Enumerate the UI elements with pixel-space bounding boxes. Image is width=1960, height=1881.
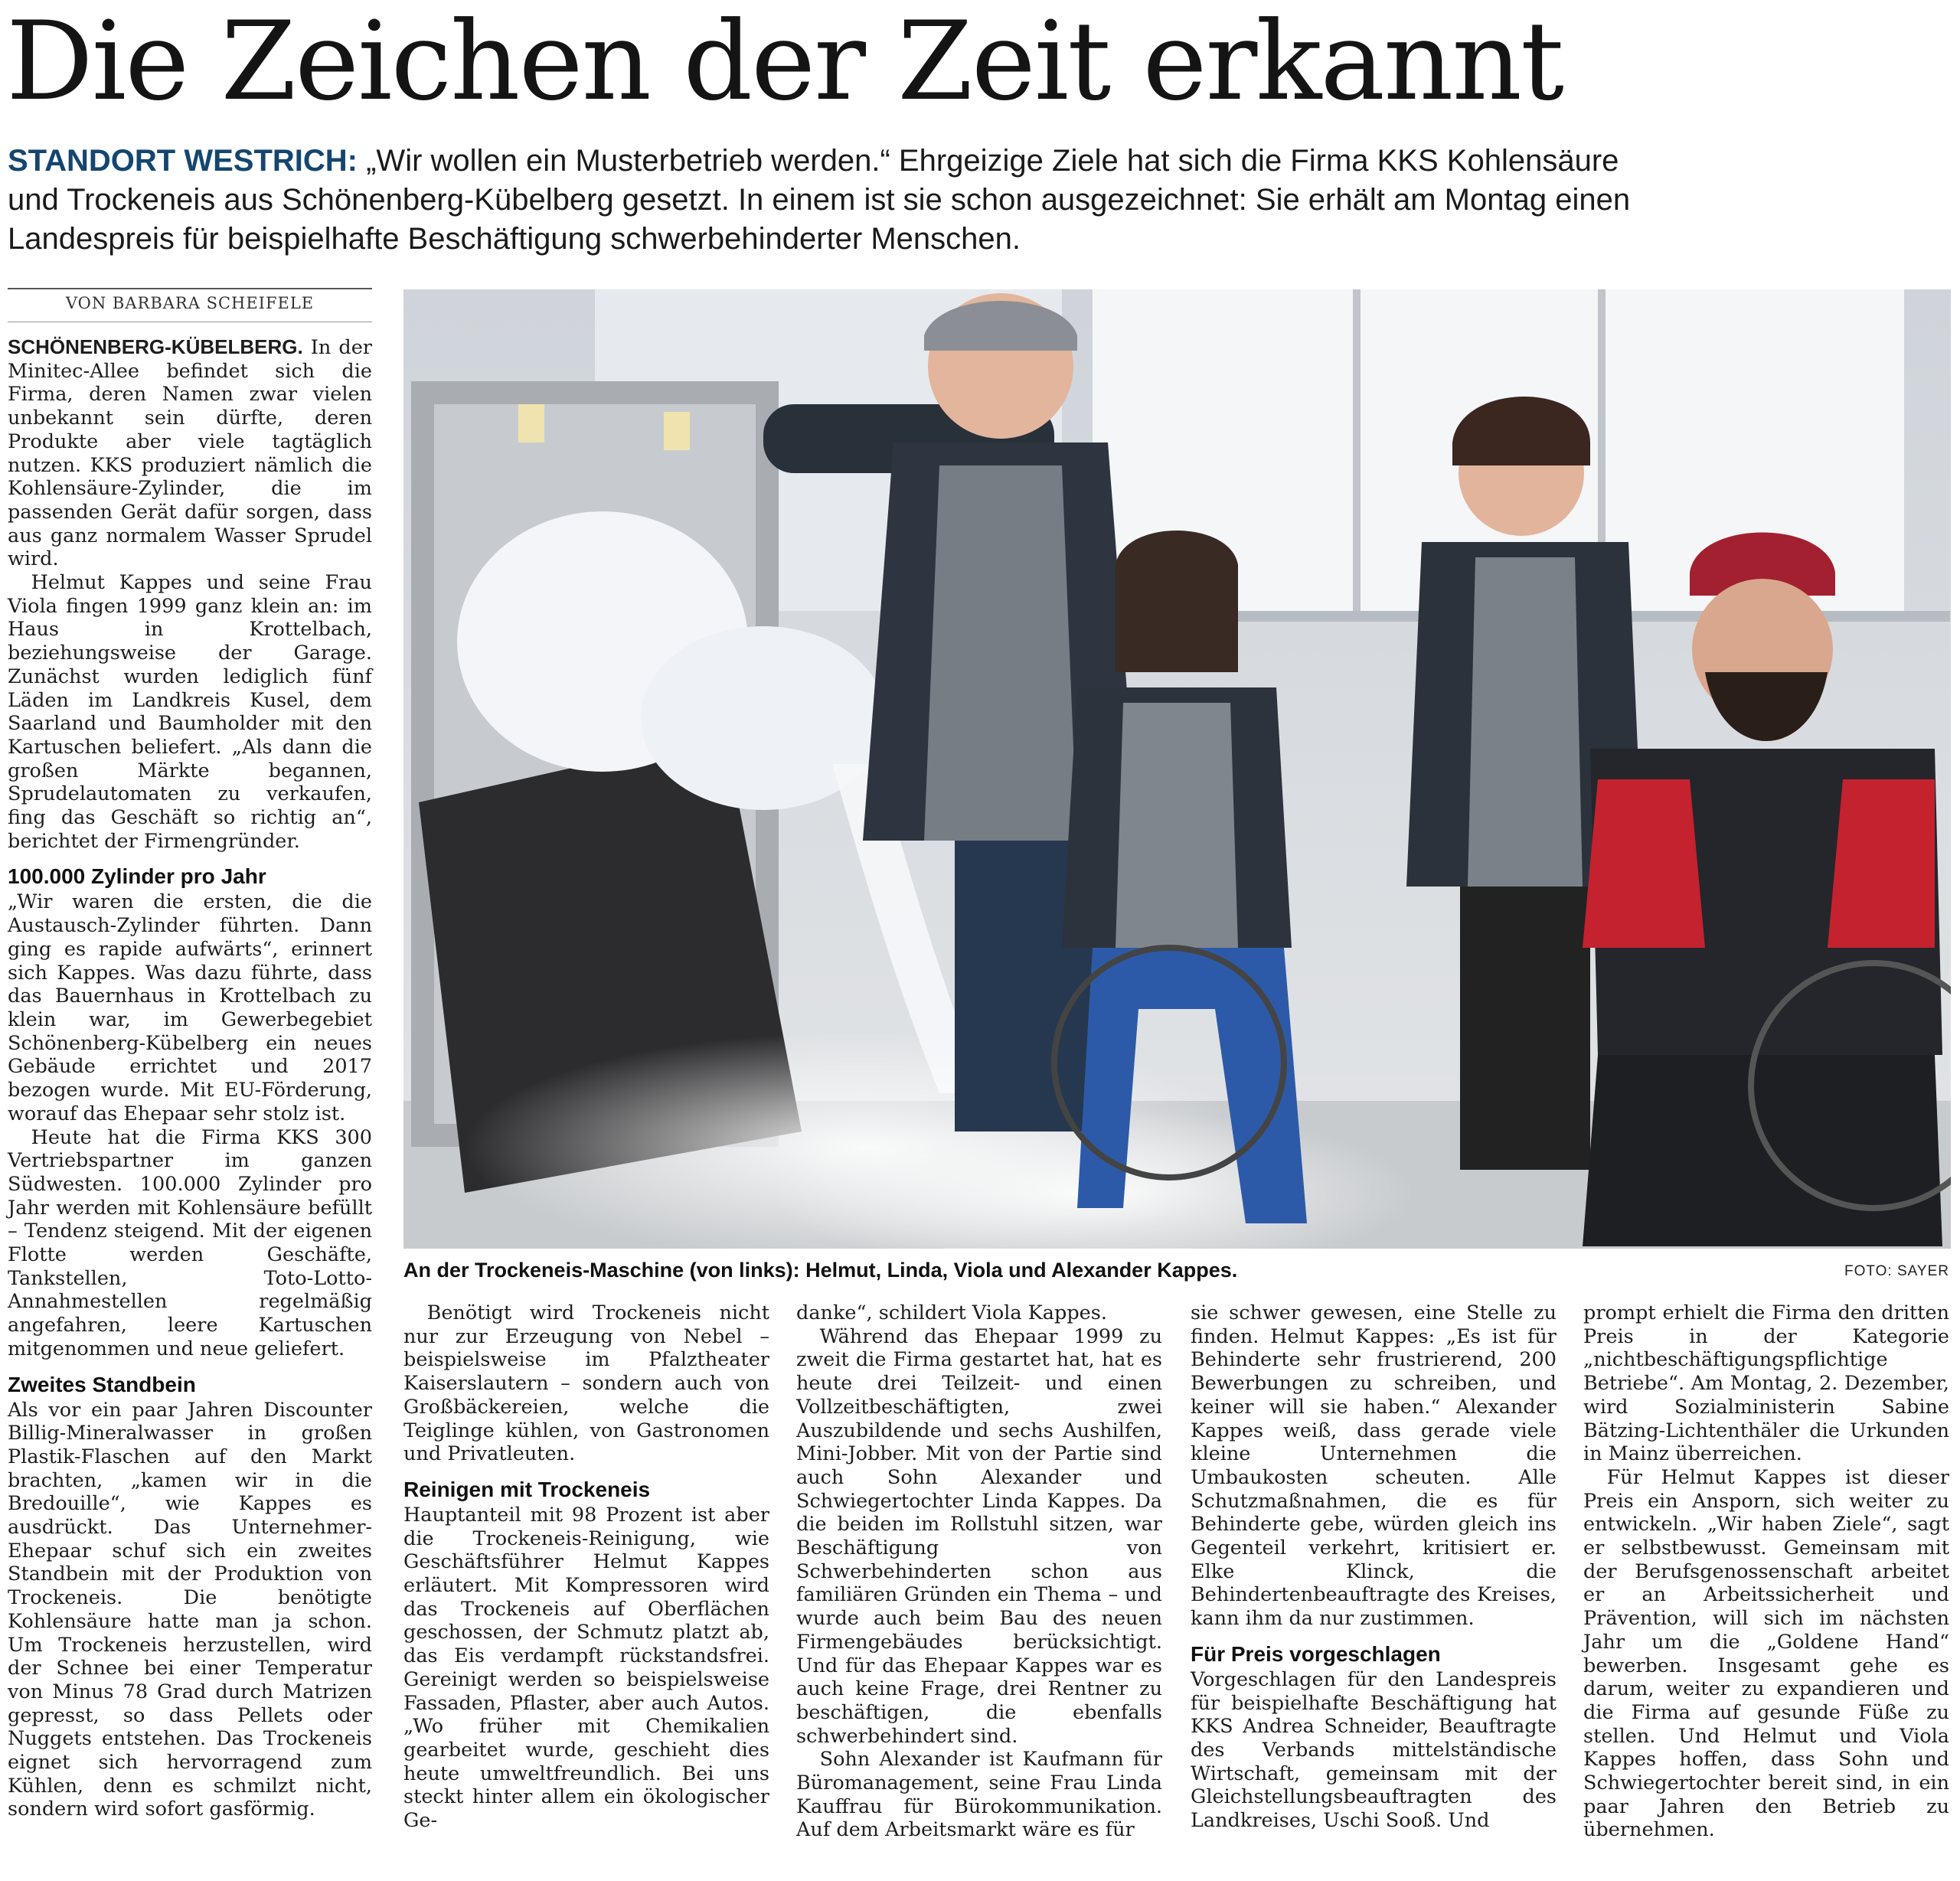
article-column-2 [403,1301,769,1833]
byline-rule [8,288,372,289]
paragraph: Hauptanteil mit 98 Prozent ist aber die Trockeneis-Reinigung, wie Geschäftsführer Helmut Kappes erläutert. Mit Kompressoren wird das Trockeneis auf Oberflächen geschossen, der Schmutz platzt ab, das Eis verdampft rückstandsfrei. Gereinigt werden so beispielsweise Fassaden, Pflaster, aber auch Autos. „Wo früher mit Chemikalien gearbeitet wurde, geschieht dies heute umweltfreundlich. Bei uns steckt hinter allem ein ökologischer Ge- [403,1503,769,1833]
byline: VON BARBARA SCHEIFELE [65,294,315,312]
lead-paragraph [8,142,1677,259]
photo-illustration [403,289,1951,1249]
paragraph: prompt erhielt die Firma den dritten Preis in der Kategorie „nichtbeschäftigungspflichtige Betriebe“. Am Montag, 2. Dezember, wird Sozialministerin Sabine Bätzing-Lichtenthäler die Urkunden in Mainz überreichen. [1583,1301,1949,1466]
paragraph: Während das Ehepaar 1999 zu zweit die Firma gestartet hat, hat es heute drei Teilzeit- und einen Vollzeitbeschäftigten, zwei Auszubildende und sechs Aushilfen, Mini-Jobber. Mit von der Partie sind auch Sohn Alexander und Schwiegertochter Linda Kappes. Da die beiden im Rollstuhl sitzen, war Beschäftigung von Schwerbehinderten schon aus familiären Gründen ein Thema – und wurde auch beim Bau des neuen Firmengebäudes berücksichtigt. Und für das Ehepaar Kappes war es auch keine Frage, drei Rentner zu beschäftigen, die ebenfalls schwerbehindert sind. [796,1324,1162,1748]
photo-credit: FOTO: SAYER [1844,1263,1949,1279]
paragraph: Als vor ein paar Jahren Discounter Billig-Mineralwasser in großen Plastik-Flaschen auf den Markt brachten, „kamen wir in die Bredouille“, wie Kappes es ausdrückt. Das Unternehmer-Ehepaar schuf sich ein zweites Standbein mit der Produktion von Trockeneis. Die benötigte Kohlensäure hatte man ja schon. Um Trockeneis herzustellen, wird der Schnee bei einer Temperatur von Minus 78 Grad durch Matrizen gepresst, so dass Pellets oder Nuggets entstehen. Das Trockeneis eignet sich hervorragend zum Kühlen, denn es schmilzt nicht, sondern wird sofort gasförmig. [8,1398,372,1821]
article-photo [403,289,1951,1249]
subheading: Zweites Standbein [8,1372,196,1396]
paragraph: Benötigt wird Trockeneis nicht nur zur Erzeugung von Nebel – beispielsweise im Pfalztheater Kaiserslautern – sondern auch von Großbäckereien, welche die Teiglinge kühlen, von Gastronomen und Privatleuten. [403,1301,769,1466]
lead-text: „Wir wollen ein Musterbetrieb werden.“ Ehrgeizige Ziele hat sich die Firma KKS Kohlensäure und Trockeneis aus Schönenberg-Kübelberg gesetzt. In einem ist sie schon ausgezeichnet: Sie erhält am Montag einen Landespreis für beispielhafte Beschäftigung schwerbehinderter Menschen. [8,144,1631,256]
paragraph: „Wir waren die ersten, die die Austausch-Zylinder führten. Dann ging es rapide aufwärts“, erinnert sich Kappes. Was dazu führte, dass das Bauernhaus in Krottelbach zu klein war, im Gewerbegebiet Schönenberg-Kübelberg ein neues Gebäude errichtet und 2017 bezogen wurde. Mit EU-Förderung, worauf das Ehepaar sehr stolz ist. [8,890,372,1125]
article-column-5 [1583,1301,1949,1842]
subheading: Für Preis vorgeschlagen [1191,1641,1441,1666]
paragraph: Helmut Kappes und seine Frau Viola fingen 1999 ganz klein an: im Haus in Krottelbach, beziehungsweise der Garage. Zunächst wurden lediglich fünf Läden im Landkreis Kusel, dem Saarland und Baumholder mit den Kartuschen beliefert. „Als dann die großen Märkte begannen, Sprudelautomaten zu verkaufen, fing das Geschäft so richtig an“, berichtet der Firmengründer. [8,571,372,853]
article-column-4 [1191,1301,1557,1833]
photo-caption: An der Trockeneis-Maschine (von links): Helmut, Linda, Viola und Alexander Kappes. [403,1259,1238,1282]
paragraph: Heute hat die Firma KKS 300 Vertriebspartner im ganzen Südwesten. 100.000 Zylinder pro Jahr werden mit Kohlensäure befüllt – Tendenz steigend. Mit der eigenen Flotte werden Geschäfte, Tankstellen, Toto-Lotto-Annahmestellen regelmäßig angefahren, leere Kartuschen mitgenommen und neue geliefert. [8,1125,372,1360]
paragraph: danke“, schildert Viola Kappes. [796,1301,1107,1324]
article-column-3 [796,1301,1162,1842]
paragraph: Vorgeschlagen für den Landespreis für beispielhafte Beschäftigung hat KKS Andrea Schneider, Beauftragte des Verbands mittelständische Wirtschaft, gemeinsam mit der Gleichstellungsbeauftragten des Landkreises, Uschi Sooß. Und [1191,1667,1557,1833]
paragraph: Sohn Alexander ist Kaufmann für Büromanagement, seine Frau Linda Kauffrau für Bürokommunikation. Auf dem Arbeitsmarkt wäre es für [796,1748,1162,1842]
paragraph: SCHÖNENBERG-KÜBELBERG. In der Minitec-Allee befindet sich die Firma, deren Namen zwar vielen unbekannt sein dürfte, deren Produkte aber viele tagtäglich nutzen. KKS produziert nämlich die Kohlensäure-Zylinder, die im passenden Gerät dafür sorgen, dass aus ganz normalem Wasser Sprudel wird. [8,335,372,571]
dateline: SCHÖNENBERG-KÜBELBERG. [8,335,303,358]
lead-kicker: STANDORT WESTRICH: [8,144,358,178]
headline: Die Zeichen der Zeit erkannt [6,0,1563,125]
subheading: Reinigen mit Trockeneis [403,1477,651,1501]
subheading: 100.000 Zylinder pro Jahr [8,864,266,889]
article-column-1 [8,335,372,1821]
paragraph: Für Helmut Kappes ist dieser Preis ein Ansporn, sich weiter zu entwickeln. „Wir haben Ziele“, sagt er selbstbewusst. Gemeinsam mit der Berufsgenossenschaft arbeitet er an Arbeitssicherheit und Prävention, will sich im nächsten Jahr um die „Goldene Hand“ bewerben. Insgesamt gehe es darum, weiter zu expandieren und die Firma auf gesunde Füße zu stellen. Und Helmut und Viola Kappes hoffen, dass Sohn und Schwiegertochter bereit sind, in ein paar Jahren den Betrieb zu übernehmen. [1583,1465,1949,1842]
paragraph: sie schwer gewesen, eine Stelle zu finden. Helmut Kappes: „Es ist für Behinderte sehr frustrierend, 200 Bewerbungen zu schreiben, und keiner will sie haben.“ Alexander Kappes weiß, dass gerade viele kleine Unternehmen die Umbaukosten scheuten. Alle Schutzmaßnahmen, die es für Behinderte gebe, würden gleich ins Gegenteil verkehrt, kritisiert er. Elke Klinck, die Behindertenbeauftragte des Kreises, kann ihm da nur zustimmen. [1191,1301,1557,1631]
